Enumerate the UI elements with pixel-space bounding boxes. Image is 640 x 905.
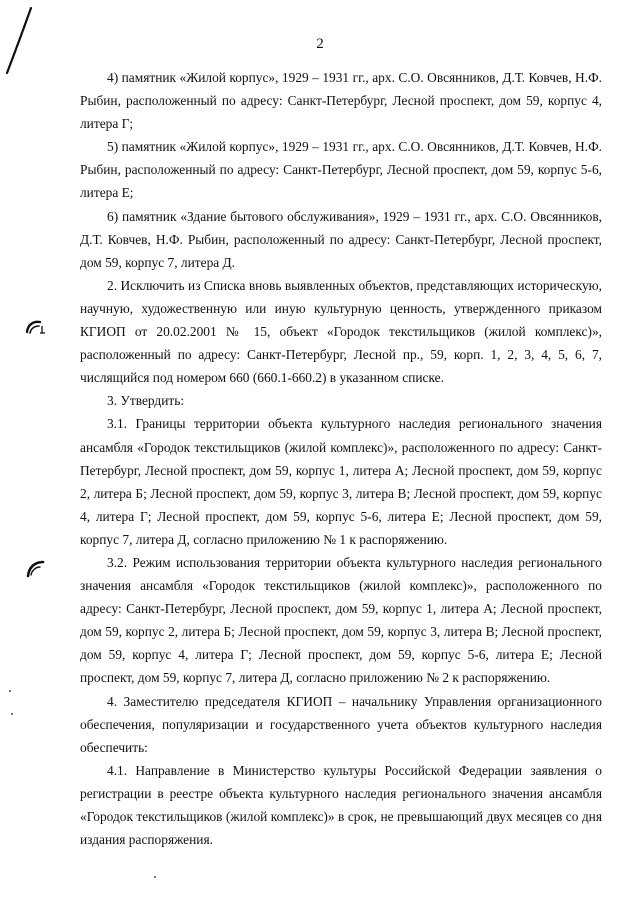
list-item-4: 4) памятник «Жилой корпус», 1929 – 1931 гг., арх. С.О. Овсянников, Д.Т. Ковчев, Н.Ф. Рыбин, расположенный по адресу: Санкт-Петербург, Лесной проспект, дом 59, корпус 4, литера Г;: [80, 70, 602, 132]
clause-3-1: 3.1. Границы территории объекта культурного наследия регионального значения ансамбля «Городок текстильщиков (жилой комплекс)», расположенного по адресу: Санкт-Петербург, Лесной проспект, дом 59, корпус 1, литера А; Лесной проспект, дом 59, корпус 2, литера Б; Лесной проспект, дом 59, корпус 3, литера В; Лесной проспект, дом 59, корпус 4, литера Г; Лесной проспект, дом 59, корпус 5-6, литера Е; Лесной проспект, дом 59, корпус 7, литера Д, согласно приложению № 1 к распоряжению.: [80, 416, 602, 547]
margin-punch-mark: [24, 318, 50, 338]
scan-speck: [9, 690, 11, 692]
list-item-5: 5) памятник «Жилой корпус», 1929 – 1931 гг., арх. С.О. Овсянников, Д.Т. Ковчев, Н.Ф. Рыбин, расположенный по адресу: Санкт-Петербург, Лесной проспект, дом 59, корпус 5-6, литера Е;: [80, 139, 602, 201]
clause-2: 2. Исключить из Списка вновь выявленных объектов, представляющих историческую, научную, художественную или иную культурную ценность, утвержденного приказом КГИОП от 20.02.2001 № 15, объект «Городок текстильщиков (жилой комплекс)», расположенный по адресу: Санкт-Петербург, Лесной пр., 59, корп. 1, 2, 3, 4, 5, 6, 7, числящийся под номером 660 (660.1-660.2) в указанном списке.: [80, 277, 602, 386]
scan-speck: [154, 876, 156, 878]
clause-4: 4. Заместителю председателя КГИОП – начальнику Управления организационного обеспечения, популяризации и государственного учета объектов культурного наследия обеспечить:: [80, 693, 602, 755]
scan-speck: [11, 713, 13, 715]
margin-punch-mark: [24, 558, 50, 582]
document-body: [80, 66, 602, 851]
clause-4-1: 4.1. Направление в Министерство культуры Российской Федерации заявления о регистрации в реестре объекта культурного наследия регионального значения ансамбля «Городок текстильщиков (жилой комплекс)» в срок, не превышающий двух месяцев со дня издания распоряжения.: [80, 762, 602, 848]
clause-3-2: 3.2. Режим использования территории объекта культурного наследия регионального значения ансамбля «Городок текстильщиков (жилой комплекс)», расположенного по адресу: Санкт-Петербург, Лесной проспект, дом 59, корпус 1, литера А; Лесной проспект, дом 59, корпус 2, литера Б; Лесной проспект, дом 59, корпус 3, литера В; Лесной проспект, дом 59, корпус 4, литера Г; Лесной проспект, дом 59, корпус 5-6, литера Е; Лесной проспект, дом 59, корпус 7, литера Д, согласно приложению № 2 к распоряжению.: [80, 554, 602, 686]
clause-3: 3. Утвердить:: [107, 393, 185, 409]
list-item-6: 6) памятник «Здание бытового обслуживания», 1929 – 1931 гг., арх. С.О. Овсянников, Д.Т. Ковчев, Н.Ф. Рыбин, расположенный по адресу: Санкт-Петербург, Лесной проспект, дом 59, корпус 7, литера Д.: [80, 208, 602, 270]
page-number: 2: [316, 36, 324, 52]
